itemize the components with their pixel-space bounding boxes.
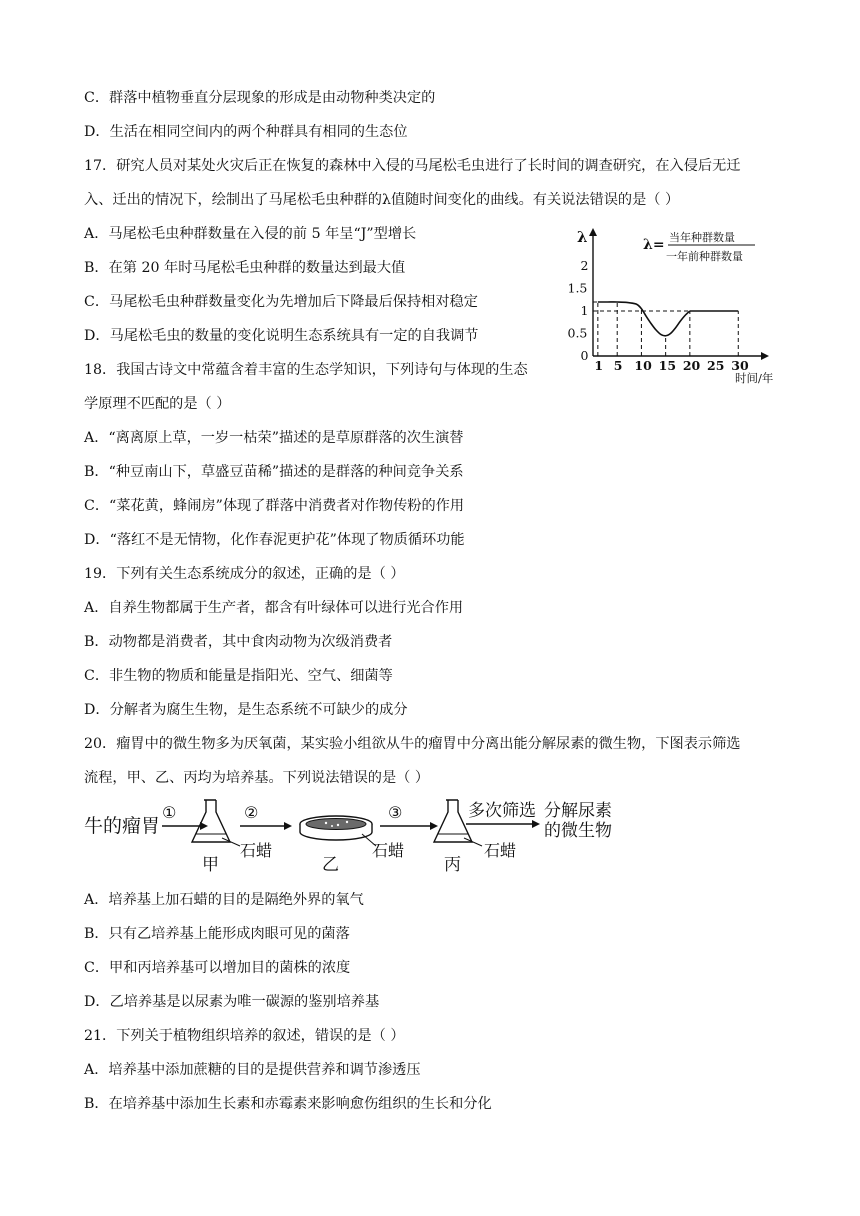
x-tick-label: 25 (707, 358, 725, 373)
flask-bing-icon (434, 800, 472, 842)
text-line-l23: B．只有乙培养基上能形成肉眼可见的菌落 (84, 926, 350, 942)
dashed-reference-lines (593, 302, 738, 356)
text-line-l5: A．马尾松毛虫种群数量在入侵的前 5 年呈“J”型增长 (84, 226, 417, 242)
formula-lhs: λ= (643, 237, 665, 253)
text-line-l24: C．甲和丙培养基可以增加目的菌株的浓度 (84, 960, 351, 976)
text-line-l1: C．群落中植物垂直分层现象的形成是由动物种类决定的 (84, 90, 436, 106)
step-2-label: ② (244, 803, 259, 822)
x-tick-label: 15 (658, 358, 677, 373)
vessel-label-jia: 甲 (202, 855, 219, 875)
x-axis-arrow-icon (761, 352, 769, 360)
y-tick-label: 1 (580, 303, 589, 318)
y-tick-label: 0 (580, 348, 589, 363)
lambda-chart (565, 224, 795, 396)
text-line-l17: B．动物都是消费者，其中食肉动物为次级消费者 (84, 634, 393, 650)
text-line-l14: D．“落红不是无情物，化作春泥更护花”体现了物质循环功能 (84, 532, 465, 548)
petri-dish-yi-icon (300, 816, 372, 840)
formula-denominator: 一年前种群数量 (666, 250, 743, 263)
arrowhead-icon (284, 822, 292, 830)
chart-axes (589, 228, 769, 360)
text-line-l2: D．生活在相同空间内的两个种群具有相同的生态位 (84, 124, 408, 140)
text-line-l12: B．“种豆南山下，草盛豆苗稀”描述的是群落的种间竞争关系 (84, 464, 464, 480)
y-tick-label: 2 (580, 258, 589, 273)
x-tick-label: 30 (731, 358, 749, 373)
text-line-l13: C．“菜花黄，蜂闹房”体现了群落中消费者对作物传粉的作用 (84, 498, 465, 514)
y-axis-arrow-icon (589, 228, 597, 236)
text-line-l26: 21．下列关于植物组织培养的叙述，错误的是（ ） (84, 1028, 405, 1044)
y-tick-label: 1.5 (567, 280, 588, 296)
screen-label: 多次筛选 (468, 801, 536, 821)
result-label-line2: 的微生物 (544, 821, 612, 841)
text-line-l15: 19．下列有关生态系统成分的叙述，正确的是（ ） (84, 566, 405, 582)
text-line-l7: C．马尾松毛虫种群数量变化为先增加后下降最后保持相对稳定 (84, 294, 478, 310)
y-tick-label: 0.5 (567, 325, 588, 341)
text-line-l10: 学原理不匹配的是（ ） (84, 396, 231, 412)
text-line-l4: 入、迁出的情况下，绘制出了马尾松毛虫种群的λ值随时间变化的曲线。有关说法错误的是（ ） (84, 192, 680, 208)
wax-label-yi: 石蜡 (372, 841, 405, 860)
text-line-l8: D．马尾松毛虫的数量的变化说明生态系统具有一定的自我调节 (84, 328, 479, 344)
text-line-l21: 流程，甲、乙、丙均为培养基。下列说法错误的是（ ） (84, 770, 430, 786)
x-tick-label: 20 (682, 358, 701, 373)
arrowhead-icon (430, 822, 438, 830)
flow-start-label: 牛的瘤胃 (84, 815, 161, 837)
text-line-l3: 17．研究人员对某处火灾后正在恢复的森林中入侵的马尾松毛虫进行了长时间的调查研究，在入侵后无迁 (84, 158, 741, 174)
text-line-l28: B．在培养基中添加生长素和赤霉素来影响愈伤组织的生长和分化 (84, 1096, 492, 1112)
text-line-l16: A．自养生物都属于生产者，都含有叶绿体可以进行光合作用 (84, 600, 464, 616)
text-line-l9: 18．我国古诗文中常蕴含着丰富的生态学知识，下列诗句与体现的生态 (84, 362, 528, 378)
x-axis-label: 时间/年 (735, 371, 774, 385)
text-line-l20: 20．瘤胃中的微生物多为厌氧菌，某实验小组欲从牛的瘤胃中分离出能分解尿素的微生物，下图表示筛选 (84, 736, 741, 752)
text-line-l19: D．分解者为腐生生物，是生态系统不可缺少的成分 (84, 702, 408, 718)
flask-jia-icon (192, 800, 230, 842)
wax-label-bing: 石蜡 (484, 841, 517, 860)
formula-numerator: 当年种群数量 (669, 231, 735, 244)
text-line-l11: A．“离离原上草，一岁一枯荣”描述的是草原群落的次生演替 (84, 430, 464, 446)
text-line-l25: D．乙培养基是以尿素为唯一碳源的鉴别培养基 (84, 994, 380, 1010)
screening-flow-diagram (82, 794, 642, 878)
text-line-l27: A．培养基中添加蔗糖的目的是提供营养和调节渗透压 (84, 1062, 421, 1078)
lambda-curve (598, 302, 690, 336)
x-tick-label: 1 (594, 358, 604, 373)
text-line-l22: A．培养基上加石蜡的目的是隔绝外界的氧气 (84, 892, 364, 908)
wax-label-jia: 石蜡 (240, 841, 273, 860)
text-line-l6: B．在第 20 年时马尾松毛虫种群的数量达到最大值 (84, 260, 406, 276)
arrowhead-icon (532, 820, 540, 828)
step-1-label: ① (162, 803, 177, 822)
y-axis-label: λ (577, 228, 588, 246)
x-tick-label: 5 (613, 358, 623, 373)
result-label-line1: 分解尿素 (544, 801, 612, 821)
vessel-label-yi: 乙 (322, 855, 339, 875)
text-line-l18: C．非生物的物质和能量是指阳光、空气、细菌等 (84, 668, 393, 684)
step-3-label: ③ (388, 803, 403, 822)
lambda-formula (643, 230, 755, 263)
vessel-label-bing: 丙 (444, 855, 461, 875)
x-tick-label: 10 (634, 358, 652, 373)
